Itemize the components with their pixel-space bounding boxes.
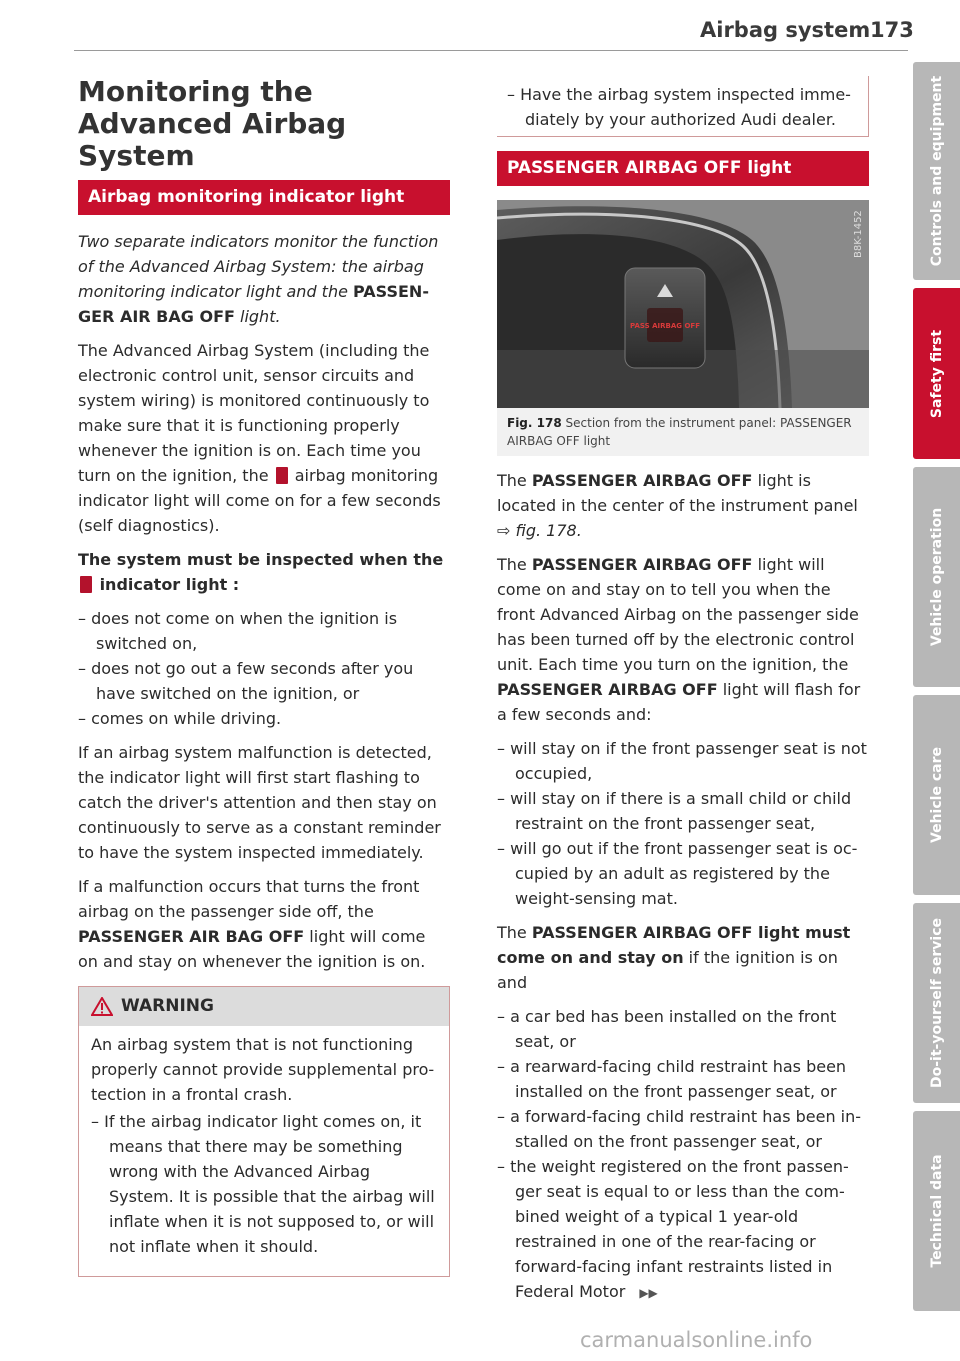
watermark: carmanualsonline.info — [580, 1328, 813, 1352]
list-item: – will go out if the front passenger seat is occupied by an adult as registered by the weight-sensing mat. — [497, 836, 869, 911]
tab-technical-data[interactable]: Technical data — [913, 1111, 960, 1311]
malfunction-paragraph: If an airbag system malfunction is detected, the indicator light will first start flashing to catch the driver's attention and then stay on continuously to serve as a constant reminder to have the system inspected immediately. — [78, 743, 441, 862]
section-title: Monitoring the Advanced Airbag System — [78, 75, 347, 172]
warning-header — [79, 987, 449, 1026]
continued-warning-list — [507, 82, 858, 132]
tab-controls-and-equipment[interactable]: Controls and equipment — [913, 62, 960, 280]
warning-triangle-icon — [91, 997, 113, 1016]
warning-box — [78, 986, 450, 1277]
list-item: – does not come on when the ignition is switched on, — [78, 606, 450, 656]
location-paragraph: The PASSENGER AIRBAG OFF light is located in the center of the instrument panel ⇨ fig. 178. — [497, 471, 858, 540]
warning-body — [79, 1026, 449, 1276]
warning-list — [91, 1109, 437, 1259]
list-item: – a rearward-facing child restraint has been installed on the front passenger seat, or — [497, 1054, 869, 1104]
tab-vehicle-care[interactable]: Vehicle care — [913, 695, 960, 895]
airbag-indicator-icon — [80, 576, 92, 593]
right-column — [497, 76, 869, 1315]
pass-airbag-off-label: PASS AIRBAG OFF — [630, 322, 700, 330]
list-item: – If the airbag indicator light comes on, it means that there may be something wrong with the Advanced Airbag System. It is possible that the airbag will inflate when it is not supposed to, or will not inflate when it should. — [91, 1109, 437, 1259]
instrument-panel-photo — [497, 200, 869, 408]
function-paragraph: The PASSENGER AIRBAG OFF light will come on and stay on to tell you when the front Advanced Airbag on the passenger side has been turned off by the electronic control unit. Each time you turn on the ignition, the PASSENGER AIRBAG OFF light will flash for a few seconds and: — [497, 555, 861, 724]
figure-code: B8K-1452 — [853, 210, 864, 258]
inspection-conditions-list — [78, 606, 450, 731]
warning-text: An airbag system that is not functioning properly cannot provide supplemental protection in a frontal crash. — [91, 1035, 435, 1104]
left-column — [78, 76, 450, 1277]
airbag-indicator-icon — [276, 467, 288, 484]
list-item: – a car bed has been installed on the front seat, or — [497, 1004, 869, 1054]
list-item: – does not go out a few seconds after you have switched on the ignition, or — [78, 656, 450, 706]
list-item: – will stay on if there is a small child or child restraint on the front passenger seat, — [497, 786, 869, 836]
intro-paragraph: Two separate indicators monitor the function of the Advanced Airbag System: the airbag monitoring indicator light and the PASSENGER AIR BAG OFF light. — [78, 232, 439, 326]
list-item: – will stay on if the front passenger seat is not occupied, — [497, 736, 869, 786]
list-item: – comes on while driving. — [78, 706, 450, 731]
conditions-list — [497, 1004, 869, 1306]
tab-do-it-yourself-service[interactable]: Do-it-yourself service — [913, 903, 960, 1103]
subsection-heading-monitoring-light: Airbag monitoring indicator light — [78, 180, 450, 215]
continued-warning-box — [497, 76, 869, 137]
warning-title: WARNING — [121, 996, 214, 1016]
list-item: – Have the airbag system inspected immediately by your authorized Audi dealer. — [507, 82, 858, 132]
tab-vehicle-operation[interactable]: Vehicle operation — [913, 467, 960, 687]
passenger-off-paragraph: If a malfunction occurs that turns the front airbag on the passenger side off, the PASSENGER AIR BAG OFF light will come on and stay on whenever the ignition is on. — [78, 877, 426, 971]
tab-safety-first[interactable]: Safety first — [913, 288, 960, 459]
running-header-section: Airbag system — [700, 18, 871, 42]
list-item: – the weight registered on the front passenger seat is equal to or less than the combined weight of a typical 1 year-old restrained in one of the rear-facing or forward-facing infant restraints listed in Federal Motor ▶▶ — [497, 1154, 869, 1306]
monitoring-paragraph: The Advanced Airbag System (including the electronic control unit, sensor circuits and system wiring) is monitored continuously to make sure that it is functioning properly whenever the ignition is on. Each time you turn on the ignition, the airbag monitoring indicator light will come on for a few seconds (self diagnostics). — [78, 341, 441, 535]
figure-178 — [497, 200, 869, 456]
inspection-subhead: The system must be inspected when the indicator light : — [78, 550, 444, 594]
subsection-heading-passenger-airbag-off: PASSENGER AIRBAG OFF light — [497, 151, 869, 186]
page-number: 173 — [870, 18, 914, 42]
figure-caption: Fig. 178 Section from the instrument panel: PASSENGER AIRBAG OFF light — [497, 408, 869, 456]
continue-arrow-icon: ▶▶ — [639, 1286, 658, 1300]
header-rule — [74, 50, 908, 51]
status-list — [497, 736, 869, 911]
list-item: – a forward-facing child restraint has been installed on the front passenger seat, or — [497, 1104, 869, 1154]
figure-reference-link[interactable]: ⇨ fig. 178. — [497, 521, 582, 540]
must-stay-on-paragraph: The PASSENGER AIRBAG OFF light must come on and stay on if the ignition is on and — [497, 923, 851, 992]
